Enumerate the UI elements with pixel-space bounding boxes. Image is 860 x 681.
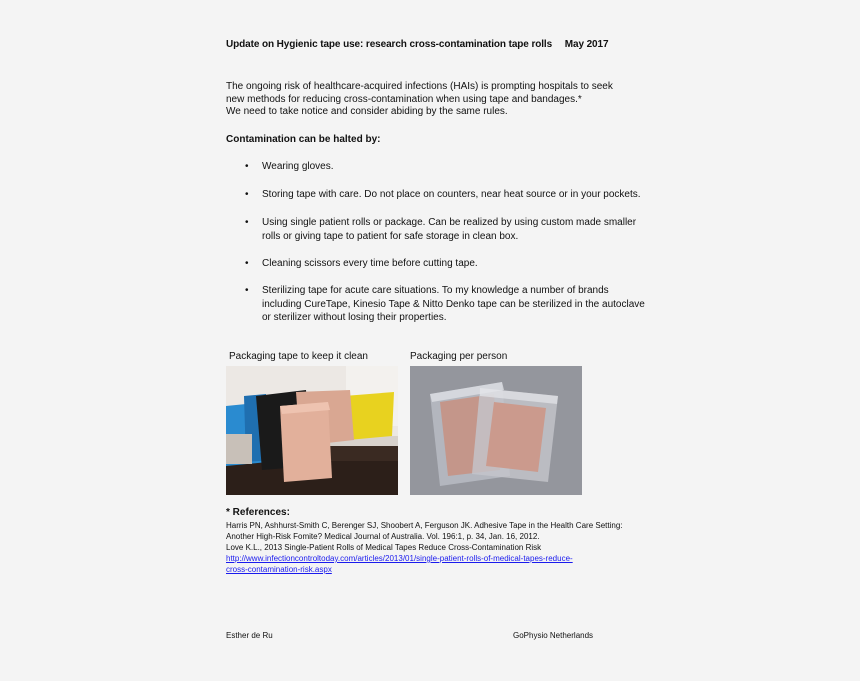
reference-link[interactable]: http://www.infectioncontroltoday.com/articles/2013/01/single-patient-rolls-of-medical-tapes-reduce-: [226, 554, 573, 563]
bullet-dot: •: [245, 161, 249, 172]
bullet-text: Wearing gloves.: [262, 161, 334, 172]
bullet-dot: •: [245, 217, 249, 228]
references-heading: * References:: [226, 507, 290, 518]
intro-line: The ongoing risk of healthcare-acquired infections (HAIs) is prompting hospitals to seek: [226, 81, 613, 92]
section-heading: Contamination can be halted by:: [226, 134, 381, 145]
intro-line: new methods for reducing cross-contamination when using tape and bandages.*: [226, 93, 582, 105]
reference-line: Another High-Risk Fomite? Medical Journal of Australia. Vol. 196:1, p. 34, Jan. 16, 2012.: [226, 532, 540, 541]
tape-per-person-photo: [410, 366, 582, 495]
bullet-text: Cleaning scissors every time before cutting tape.: [262, 258, 478, 269]
bullet-text: Storing tape with care. Do not place on counters, near heat source or in your pockets.: [262, 189, 641, 200]
title-date: May 2017: [564, 39, 609, 50]
bullet-dot: •: [245, 258, 249, 269]
caption-right: Packaging per person: [410, 351, 508, 362]
reference-line: Love K.L., 2013 Single-Patient Rolls of Medical Tapes Reduce Cross-Contamination Risk: [226, 543, 542, 552]
footer-author: Esther de Ru: [226, 631, 273, 640]
reference-line: Harris PN, Ashhurst-Smith C, Berenger SJ, Shoobert A, Ferguson JK. Adhesive Tape in the Health Care Setting:: [226, 521, 623, 530]
tape-packaging-photo: [226, 366, 398, 495]
footer-organization: GoPhysio Netherlands: [513, 631, 594, 640]
bullet-dot: •: [245, 285, 249, 296]
bullet-dot: •: [245, 189, 249, 200]
title-text: Update on Hygienic tape use: research cross-contamination tape rolls: [226, 39, 553, 50]
intro-paragraph: [226, 81, 646, 119]
document-title: [226, 39, 608, 50]
bullet-text: Sterilizing tape for acute care situations. To my knowledge a number of brands including CureTape, Kinesio Tape & Nitto Denko tape can be sterilized in the autoclave or sterilizer without losing their properties.: [262, 285, 645, 323]
intro-line: We need to take notice and consider abiding by the same rules.: [226, 106, 508, 117]
caption-left: Packaging tape to keep it clean: [229, 351, 368, 362]
references-list: [226, 520, 646, 575]
bullet-text: Using single patient rolls or package. Can be realized by using custom made smaller rolls or giving tape to patient for safe storage in clean box.: [262, 217, 637, 242]
reference-link[interactable]: cross-contamination-risk.aspx: [226, 565, 332, 574]
